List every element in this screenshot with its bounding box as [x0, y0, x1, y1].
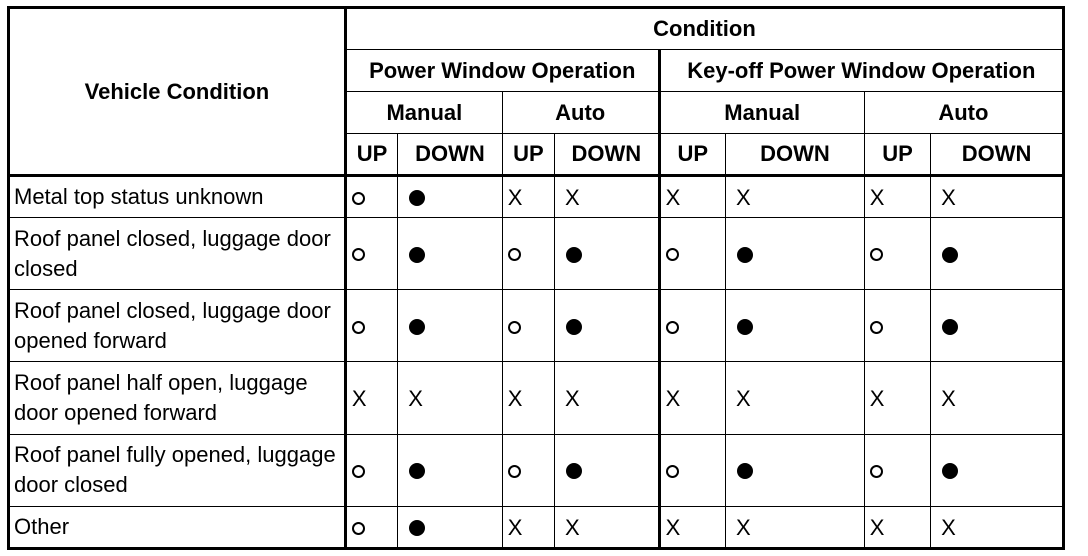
status-cell	[398, 506, 503, 548]
filled-circle-icon	[942, 319, 958, 335]
status-cell	[502, 362, 554, 434]
x-mark-icon: X	[869, 515, 885, 541]
x-mark-icon: X	[736, 185, 751, 211]
mode-header-auto-1: Auto	[502, 92, 659, 134]
open-circle-icon	[508, 248, 521, 261]
x-mark-icon: X	[665, 185, 681, 211]
status-cell	[555, 176, 660, 218]
status-cell	[726, 218, 865, 290]
status-cell	[931, 218, 1064, 290]
vehicle-condition-header: Vehicle Condition	[9, 8, 346, 176]
status-cell	[502, 176, 554, 218]
open-circle-icon	[870, 321, 883, 334]
open-circle-icon	[666, 465, 679, 478]
filled-circle-icon	[409, 463, 425, 479]
x-mark-icon: X	[507, 185, 523, 211]
status-cell	[502, 506, 554, 548]
status-cell	[345, 290, 397, 362]
row-label: Roof panel closed, luggage door opened forward	[9, 290, 346, 362]
status-cell	[931, 290, 1064, 362]
row-label: Roof panel half open, luggage door opened forward	[9, 362, 346, 434]
status-cell	[659, 434, 725, 506]
open-circle-icon	[508, 321, 521, 334]
row-label: Metal top status unknown	[9, 176, 346, 218]
status-cell	[345, 218, 397, 290]
open-circle-icon	[352, 248, 365, 261]
filled-circle-icon	[942, 247, 958, 263]
dir-header-up: UP	[659, 134, 725, 176]
status-cell	[931, 176, 1064, 218]
status-cell	[555, 218, 660, 290]
open-circle-icon	[508, 465, 521, 478]
x-mark-icon: X	[565, 386, 580, 412]
keyoff-power-window-operation-header: Key-off Power Window Operation	[659, 50, 1063, 92]
power-window-condition-table	[7, 6, 1065, 550]
filled-circle-icon	[737, 247, 753, 263]
x-mark-icon: X	[869, 386, 885, 412]
x-mark-icon: X	[941, 185, 956, 211]
row-label: Roof panel fully opened, luggage door closed	[9, 434, 346, 506]
status-cell	[659, 176, 725, 218]
open-circle-icon	[352, 321, 365, 334]
table-row	[9, 176, 1064, 218]
status-cell	[345, 176, 397, 218]
filled-circle-icon	[566, 247, 582, 263]
open-circle-icon	[870, 248, 883, 261]
table-row	[9, 506, 1064, 548]
status-cell	[864, 434, 930, 506]
filled-circle-icon	[409, 190, 425, 206]
status-cell	[555, 290, 660, 362]
open-circle-icon	[870, 465, 883, 478]
status-cell	[659, 506, 725, 548]
x-mark-icon: X	[941, 515, 956, 541]
status-cell	[555, 506, 660, 548]
dir-header-down: DOWN	[398, 134, 503, 176]
status-cell	[398, 290, 503, 362]
status-cell	[659, 218, 725, 290]
filled-circle-icon	[409, 520, 425, 536]
status-cell	[502, 290, 554, 362]
open-circle-icon	[666, 248, 679, 261]
status-cell	[345, 362, 397, 434]
status-cell	[345, 506, 397, 548]
status-cell	[726, 362, 865, 434]
status-cell	[864, 290, 930, 362]
status-cell	[931, 434, 1064, 506]
filled-circle-icon	[737, 463, 753, 479]
x-mark-icon: X	[351, 386, 367, 412]
status-cell	[555, 362, 660, 434]
table-row	[9, 218, 1064, 290]
x-mark-icon: X	[736, 515, 751, 541]
x-mark-icon: X	[665, 386, 681, 412]
status-cell	[398, 362, 503, 434]
status-cell	[864, 176, 930, 218]
mode-header-manual-1: Manual	[345, 92, 502, 134]
status-cell	[398, 176, 503, 218]
filled-circle-icon	[409, 247, 425, 263]
open-circle-icon	[352, 522, 365, 535]
status-cell	[931, 362, 1064, 434]
row-label: Other	[9, 506, 346, 548]
status-cell	[659, 362, 725, 434]
status-cell	[726, 176, 865, 218]
filled-circle-icon	[566, 463, 582, 479]
mode-header-manual-2: Manual	[659, 92, 864, 134]
status-cell	[502, 218, 554, 290]
dir-header-up: UP	[502, 134, 554, 176]
status-cell	[502, 434, 554, 506]
status-cell	[555, 434, 660, 506]
status-cell	[864, 362, 930, 434]
filled-circle-icon	[737, 319, 753, 335]
x-mark-icon: X	[507, 515, 523, 541]
x-mark-icon: X	[507, 386, 523, 412]
open-circle-icon	[352, 465, 365, 478]
filled-circle-icon	[409, 319, 425, 335]
status-cell	[398, 434, 503, 506]
x-mark-icon: X	[408, 386, 423, 412]
dir-header-up: UP	[864, 134, 930, 176]
condition-header: Condition	[345, 8, 1063, 50]
status-cell	[659, 290, 725, 362]
dir-header-up: UP	[345, 134, 397, 176]
status-cell	[931, 506, 1064, 548]
open-circle-icon	[352, 192, 365, 205]
x-mark-icon: X	[665, 515, 681, 541]
status-cell	[864, 506, 930, 548]
table-row	[9, 290, 1064, 362]
x-mark-icon: X	[941, 386, 956, 412]
mode-header-auto-2: Auto	[864, 92, 1063, 134]
table-body	[9, 176, 1064, 549]
power-window-operation-header: Power Window Operation	[345, 50, 659, 92]
status-cell	[398, 218, 503, 290]
x-mark-icon: X	[736, 386, 751, 412]
status-cell	[726, 506, 865, 548]
row-label: Roof panel closed, luggage door closed	[9, 218, 346, 290]
status-cell	[345, 434, 397, 506]
dir-header-down: DOWN	[555, 134, 660, 176]
status-cell	[726, 434, 865, 506]
dir-header-down: DOWN	[931, 134, 1064, 176]
status-cell	[726, 290, 865, 362]
status-cell	[864, 218, 930, 290]
open-circle-icon	[666, 321, 679, 334]
table-row	[9, 362, 1064, 434]
x-mark-icon: X	[565, 185, 580, 211]
filled-circle-icon	[566, 319, 582, 335]
x-mark-icon: X	[869, 185, 885, 211]
table-row	[9, 434, 1064, 506]
dir-header-down: DOWN	[726, 134, 865, 176]
x-mark-icon: X	[565, 515, 580, 541]
filled-circle-icon	[942, 463, 958, 479]
